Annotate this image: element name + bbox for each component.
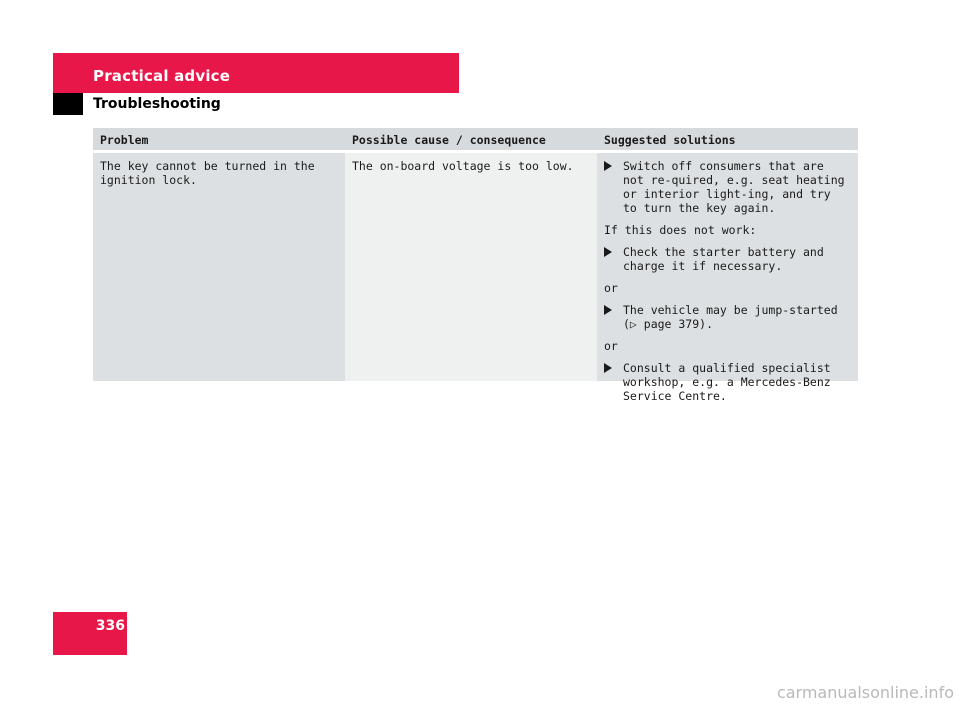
cell-problem: The key cannot be turned in the ignition lock.: [93, 150, 345, 381]
column-header-problem: Problem: [93, 128, 345, 150]
watermark: carmanualsonline.info: [776, 683, 954, 702]
solution-item: [604, 303, 851, 331]
solution-connector: or: [604, 339, 618, 353]
section-title: Troubleshooting: [93, 96, 221, 112]
troubleshooting-table: [93, 128, 858, 403]
solution-text: Switch off consumers that are not re-quired, e.g. seat heating or interior light-ing, and try to turn the key again.: [623, 159, 845, 215]
solution-text: Consult a qualified specialist workshop, e.g. a Mercedes-Benz Service Centre.: [623, 361, 831, 403]
solution-text: The vehicle may be jump-started (▷ page 379).: [623, 303, 838, 331]
triangle-bullet-icon: [604, 247, 612, 257]
column-header-solutions: Suggested solutions: [597, 128, 858, 150]
cell-solutions: [597, 150, 858, 403]
chapter-title: Practical advice: [93, 67, 231, 85]
chapter-header-bar: [53, 53, 459, 93]
cell-cause: The on-board voltage is too low.: [345, 150, 597, 381]
solution-connector: If this does not work:: [604, 223, 757, 237]
solution-item: [604, 245, 851, 273]
section-marker: [53, 93, 83, 115]
solution-item: [604, 159, 851, 215]
triangle-bullet-icon: [604, 305, 612, 315]
column-header-cause: Possible cause / consequence: [345, 128, 597, 150]
page-number: 336: [95, 618, 125, 634]
solution-item: [604, 361, 851, 403]
solution-connector: or: [604, 281, 618, 295]
page-number-box: [53, 612, 127, 655]
triangle-bullet-icon: [604, 161, 612, 171]
solution-text: Check the starter battery and charge it if necessary.: [623, 245, 824, 273]
triangle-bullet-icon: [604, 363, 612, 373]
